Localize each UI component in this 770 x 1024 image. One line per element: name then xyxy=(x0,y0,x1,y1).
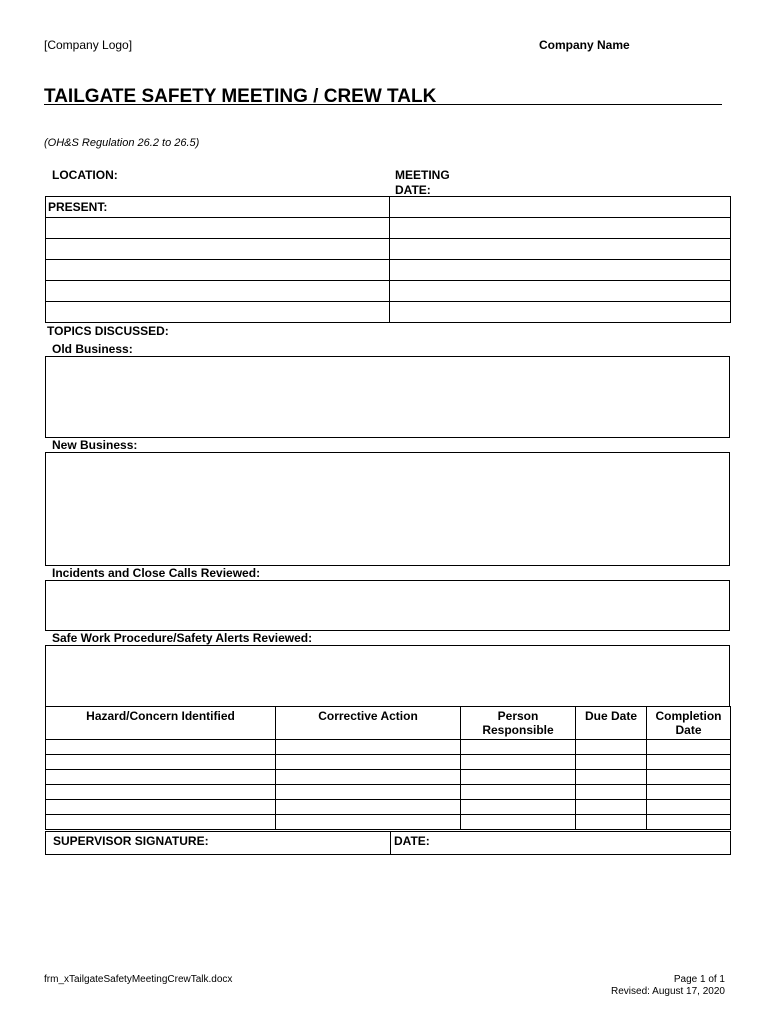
hazard-cell[interactable] xyxy=(46,785,276,800)
present-cell[interactable] xyxy=(46,260,390,281)
meeting-date-label-line2: DATE: xyxy=(395,183,431,197)
title-underline xyxy=(44,104,722,105)
hazard-cell[interactable] xyxy=(647,800,731,815)
present-label: PRESENT: xyxy=(46,197,390,218)
safe-work-box[interactable] xyxy=(45,645,730,707)
company-logo-placeholder: [Company Logo] xyxy=(44,38,133,52)
present-cell[interactable] xyxy=(390,302,731,323)
footer-revised-date: Revised: August 17, 2020 xyxy=(611,986,725,997)
col-completion-date: Completion Date xyxy=(647,707,731,740)
present-cell[interactable] xyxy=(390,218,731,239)
present-table xyxy=(45,196,731,323)
present-cell[interactable] xyxy=(390,281,731,302)
present-cell[interactable] xyxy=(46,302,390,323)
hazard-cell[interactable] xyxy=(46,770,276,785)
new-business-label: New Business: xyxy=(52,438,138,452)
hazard-cell[interactable] xyxy=(46,740,276,755)
hazard-cell[interactable] xyxy=(647,815,731,830)
present-header-row xyxy=(46,197,731,218)
hazard-row xyxy=(46,770,731,785)
present-cell[interactable] xyxy=(390,197,731,218)
hazard-cell[interactable] xyxy=(461,740,576,755)
hazard-cell[interactable] xyxy=(647,770,731,785)
hazard-cell[interactable] xyxy=(46,815,276,830)
col-person-responsible: Person Responsible xyxy=(461,707,576,740)
meeting-date-label xyxy=(395,168,450,198)
incidents-box[interactable] xyxy=(45,580,730,631)
hazard-cell[interactable] xyxy=(576,785,647,800)
hazard-cell[interactable] xyxy=(276,800,461,815)
hazard-cell[interactable] xyxy=(461,755,576,770)
hazard-row xyxy=(46,755,731,770)
present-cell[interactable] xyxy=(46,218,390,239)
present-row xyxy=(46,239,731,260)
signature-row xyxy=(46,832,731,855)
hazard-cell[interactable] xyxy=(461,800,576,815)
hazard-cell[interactable] xyxy=(461,785,576,800)
regulation-reference: (OH&S Regulation 26.2 to 26.5) xyxy=(44,137,200,149)
signature-table xyxy=(45,831,731,855)
hazard-cell[interactable] xyxy=(461,770,576,785)
hazard-cell[interactable] xyxy=(576,770,647,785)
col-corrective-action: Corrective Action xyxy=(276,707,461,740)
hazard-header-row xyxy=(46,707,731,740)
hazard-cell[interactable] xyxy=(276,740,461,755)
company-name: Company Name xyxy=(539,38,630,52)
old-business-box[interactable] xyxy=(45,356,730,438)
hazard-row xyxy=(46,785,731,800)
old-business-label: Old Business: xyxy=(52,342,133,356)
hazard-cell[interactable] xyxy=(276,785,461,800)
present-cell[interactable] xyxy=(390,260,731,281)
hazard-cell[interactable] xyxy=(647,755,731,770)
hazard-cell[interactable] xyxy=(576,755,647,770)
col-due-date: Due Date xyxy=(576,707,647,740)
footer-page-info xyxy=(611,974,725,998)
hazard-row xyxy=(46,740,731,755)
safe-work-label: Safe Work Procedure/Safety Alerts Reviewed: xyxy=(52,631,313,645)
hazard-cell[interactable] xyxy=(576,800,647,815)
present-cell[interactable] xyxy=(46,239,390,260)
hazard-row xyxy=(46,815,731,830)
hazard-cell[interactable] xyxy=(647,785,731,800)
footer-filename: frm_xTailgateSafetyMeetingCrewTalk.docx xyxy=(44,974,233,985)
present-row xyxy=(46,281,731,302)
location-label: LOCATION: xyxy=(52,168,118,182)
supervisor-signature-field[interactable]: SUPERVISOR SIGNATURE: xyxy=(46,832,391,855)
meeting-date-label-line1: MEETING xyxy=(395,168,450,182)
present-row xyxy=(46,302,731,323)
hazard-cell[interactable] xyxy=(46,800,276,815)
present-cell[interactable] xyxy=(390,239,731,260)
hazard-cell[interactable] xyxy=(276,755,461,770)
present-row xyxy=(46,218,731,239)
hazard-table xyxy=(45,706,731,830)
present-cell[interactable] xyxy=(46,281,390,302)
footer-page-number: Page 1 of 1 xyxy=(673,974,725,985)
hazard-cell[interactable] xyxy=(647,740,731,755)
present-row xyxy=(46,260,731,281)
hazard-cell[interactable] xyxy=(576,815,647,830)
signature-date-field[interactable]: DATE: xyxy=(391,832,731,855)
hazard-cell[interactable] xyxy=(576,740,647,755)
form-title: TAILGATE SAFETY MEETING / CREW TALK xyxy=(44,86,437,107)
topics-discussed-label: TOPICS DISCUSSED: xyxy=(47,324,169,338)
hazard-cell[interactable] xyxy=(46,755,276,770)
col-hazard: Hazard/Concern Identified xyxy=(46,707,276,740)
hazard-cell[interactable] xyxy=(276,770,461,785)
hazard-cell[interactable] xyxy=(276,815,461,830)
incidents-label: Incidents and Close Calls Reviewed: xyxy=(52,566,261,580)
hazard-row xyxy=(46,800,731,815)
new-business-box[interactable] xyxy=(45,452,730,566)
hazard-cell[interactable] xyxy=(461,815,576,830)
